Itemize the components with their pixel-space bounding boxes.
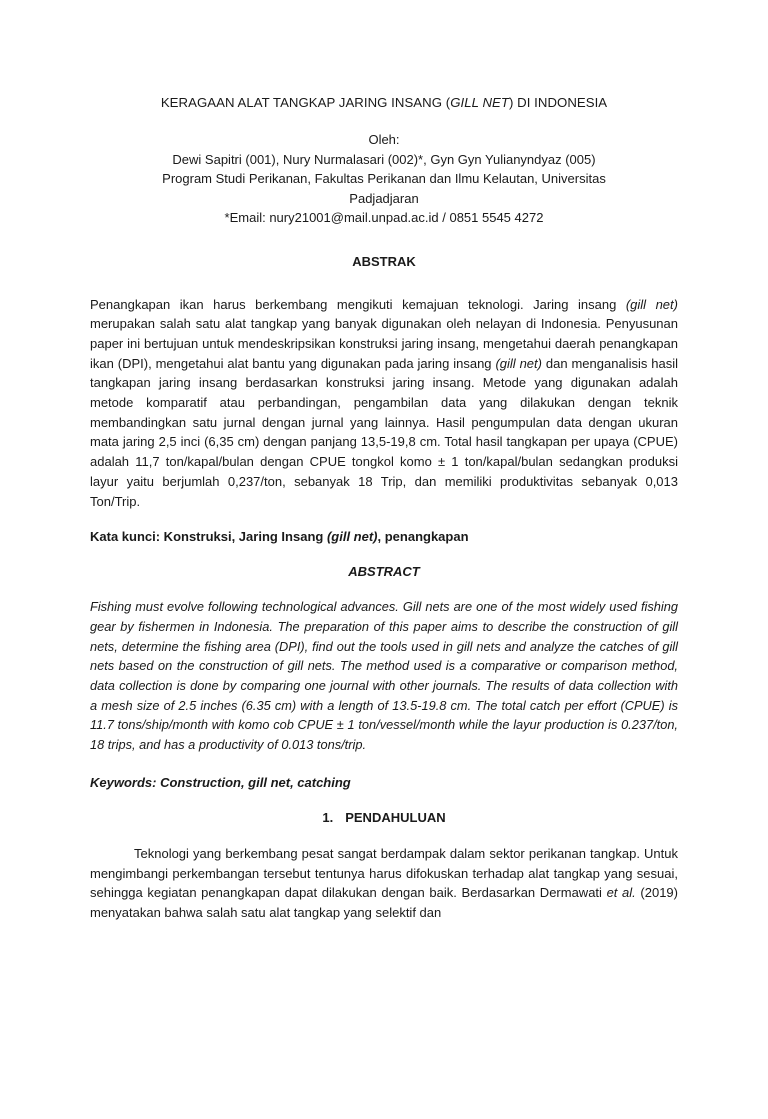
- kata-kunci-rest: , penangkapan: [377, 529, 469, 545]
- intro-text-2: (2019) menyatakan bahwa salah satu alat tangkap yang selektif dan: [90, 885, 678, 920]
- author-email: *Email: nury21001@mail.unpad.ac.id / 0851 5545 4272: [224, 210, 544, 225]
- kata-kunci: [90, 529, 678, 544]
- paper-title: [90, 95, 678, 110]
- abstrak-text-3: dan menganalisis hasil tangkapan jaring insang berdasarkan konstruksi jaring insang. Metode yang digunakan adalah metode komparatif atau perbandingan, pengambilan data yang dilakukan dengan teknik membandingkan satu jurnal dengan jurnal yang lainnya. Hasil pengumpulan data dengan ukuran mata jaring 2,5 inci (6,35 cm) dengan panjang 13,5-19,8 cm. Total hasil tangkapan per upaya (CPUE) adalah 11,7 ton/kapal/bulan dengan CPUE tongkol komo ± 1 ton/kapal/bulan sedangkan produksi layur yaitu berjumlah 0,237/ton, sebanyak 18 Trip, dan memiliki produktivitas sebanyak 0,013 Ton/Trip.: [90, 355, 678, 509]
- affiliation-line-2: Padjadjaran: [349, 190, 419, 206]
- kata-kunci-label: Kata kunci: Konstruksi, Jaring Insang: [90, 529, 327, 545]
- intro-italic: et al.: [606, 885, 636, 901]
- author-names: Dewi Sapitri (001), Nury Nurmalasari (002)*, Gyn Gyn Yulianyndyaz (005): [172, 151, 596, 167]
- keywords-en: Keywords: Construction, gill net, catching: [90, 774, 351, 790]
- author-block: [90, 130, 678, 228]
- kata-kunci-italic: (gill net): [326, 529, 378, 545]
- title-text-2: ) DI INDONESIA: [509, 95, 608, 110]
- abstract-heading: ABSTRACT: [348, 564, 420, 580]
- abstrak-italic-1: (gill net): [625, 296, 678, 312]
- oleh-label: Oleh:: [368, 132, 400, 147]
- section-title: PENDAHULUAN: [345, 809, 446, 825]
- intro-text-1: Teknologi yang berkembang pesat sangat berdampak dalam sektor perikanan tangkap. Untuk mengimbangi perkembangan tersebut tentunya harus difokuskan terhadap alat tangkap yang sesuai, sehingga kegiatan penangkapan dapat dilakukan dengan baik. Berdasarkan Dermawati: [90, 845, 678, 901]
- abstract-paragraph: Fishing must evolve following technological advances. Gill nets are one of the most widely used fishing gear by fishermen in Indonesia. The preparation of this paper aims to describe the construction of gill nets, determine the fishing area (DPI), find out the tools used in gill nets and analyze the catches of gill nets based on the construction of gill nets. The method used is a comparative or comparison method, data collection is done by comparing one journal with other journals. The results of data collection with a mesh size of 2.5 inches (6.35 cm) with a length of 13.5-19.8 cm. The total catch per effort (CPUE) is 11.7 tons/ship/month with komo cob CPUE ± 1 ton/vessel/month while the layur production is 0.237/ton, 18 trips, and has a productivity of 0.013 tons/trip.: [90, 599, 678, 753]
- affiliation-line-1: Program Studi Perikanan, Fakultas Perikanan dan Ilmu Kelautan, Universitas: [162, 171, 606, 186]
- section-number: 1.: [322, 809, 334, 825]
- abstrak-paragraph: [90, 295, 678, 512]
- abstrak-italic-2: (gill net): [495, 355, 542, 371]
- intro-paragraph: [90, 844, 678, 923]
- document-page: [0, 95, 768, 1119]
- title-text-1: KERAGAAN ALAT TANGKAP JARING INSANG (: [160, 95, 451, 110]
- section-heading-pendahuluan: [90, 810, 678, 825]
- title-italic: GILL NET: [450, 95, 509, 110]
- abstrak-text-2: merupakan salah satu alat tangkap yang banyak digunakan oleh nelayan di Indonesia. Penyusunan paper ini bertujuan untuk mendeskripsikan konstruksi jaring insang, mengetahui daerah penangkapan ikan (DPI), mengetahui alat bantu yang digunakan pada jaring insang: [90, 316, 678, 371]
- abstrak-heading: ABSTRAK: [352, 253, 416, 269]
- abstrak-text-1: Penangkapan ikan harus berkembang mengikuti kemajuan teknologi. Jaring insang: [90, 296, 626, 312]
